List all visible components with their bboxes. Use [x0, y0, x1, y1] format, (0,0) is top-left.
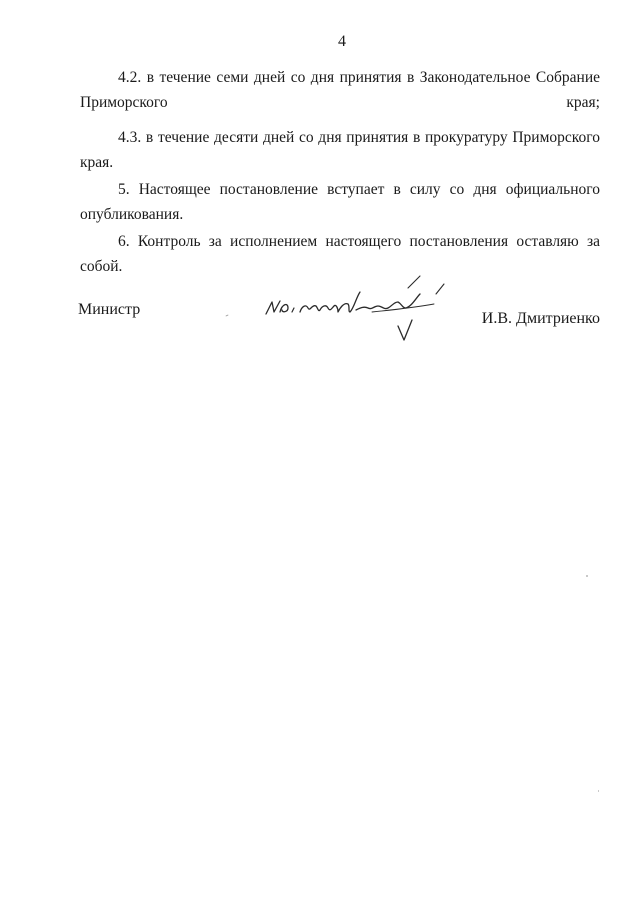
scan-speck: [598, 790, 599, 792]
paragraph-5: 5. Настоящее постановление вступает в силу со дня официального опубликования.: [80, 181, 600, 223]
signatory-title: Министр: [78, 301, 141, 318]
page-number: 4: [338, 33, 346, 50]
signatory-name: И.В. Дмитриенко: [481, 310, 600, 327]
scan-speck: [586, 575, 588, 577]
paragraph-4-3: 4.3. в течение десяти дней со дня принятия в прокуратуру Приморского края.: [80, 129, 600, 171]
handwritten-signature-icon: [222, 268, 462, 348]
paragraph-6: 6. Контроль за исполнением настоящего постановления оставляю за собой.: [80, 233, 600, 275]
paragraph-4-2: 4.2. в течение семи дней со дня принятия в Законодательное Собрание Приморского края;: [80, 69, 600, 111]
